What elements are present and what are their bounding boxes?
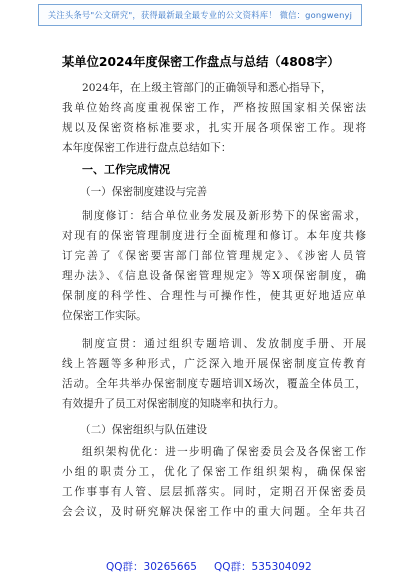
paragraph-line: 制度修订：结合单位业务发展及新形势下的保密需求， — [82, 210, 366, 222]
paragraph-line: 保制度的科学性、合理性与可操作性，使其更好地适应单 — [62, 290, 366, 302]
paragraph-line: 订完善了《保密要害部门部位管理规定》、《涉密人员管 — [62, 250, 366, 262]
section-heading: 一、工作完成情况 — [82, 163, 170, 176]
paragraph-line: 活动。全年共举办保密制度专题培训X场次，覆盖全体员工， — [62, 378, 366, 390]
document-title: 某单位2024年度保密工作盘点与总结（4808字） — [62, 55, 340, 69]
paragraph-line: 理办法》、《信息设备保密管理规定》等X项保密制度，确 — [62, 270, 366, 282]
promo-banner: 关注头条号"公文研究"，获得最新最全最专业的公文资料库！ 微信：gongwenyj — [38, 4, 362, 26]
paragraph-line: 会会议，及时研究解决保密工作中的重大问题。全年共召 — [62, 506, 366, 518]
page-footer — [0, 556, 408, 576]
footer-qq-group-1: QQ群：30265665 — [106, 561, 197, 573]
paragraph-line: 线上答题等多种形式，广泛深入地开展保密制度宣传教育 — [62, 358, 366, 370]
footer-qq-group-2: QQ群：535304092 — [214, 561, 312, 573]
paragraph-line: 位保密工作实际。 — [62, 310, 147, 322]
paragraph-line: 2024年，在上级主管部门的正确领导和悉心指导下， — [82, 82, 332, 94]
paragraph-line: 小组的职责分工，优化了保密工作组织架构，确保保密 — [62, 466, 366, 478]
paragraph-line: 制度宣贯：通过组织专题培训、发放制度手册、开展 — [82, 338, 366, 350]
paragraph-line: 组织架构优化：进一步明确了保密委员会及各保密工作 — [82, 446, 366, 458]
subsection-heading: （二）保密组织与队伍建设 — [80, 424, 208, 436]
paragraph-line: 我单位始终高度重视保密工作，严格按照国家相关保密法 — [62, 102, 366, 114]
subsection-heading: （一）保密制度建设与完善 — [80, 186, 208, 198]
paragraph-line: 有效提升了员工对保密制度的知晓率和执行力。 — [62, 398, 285, 410]
paragraph-line: 工作事事有人管、层层抓落实。同时，定期召开保密委员 — [62, 486, 366, 498]
paragraph-line: 本年度保密工作进行盘点总结如下： — [62, 142, 232, 154]
paragraph-line: 对现有的保密管理制度进行全面梳理和修订。本年度共修 — [62, 230, 366, 242]
paragraph-line: 规以及保密资格标准要求，扎实开展各项保密工作。现将 — [62, 122, 366, 134]
